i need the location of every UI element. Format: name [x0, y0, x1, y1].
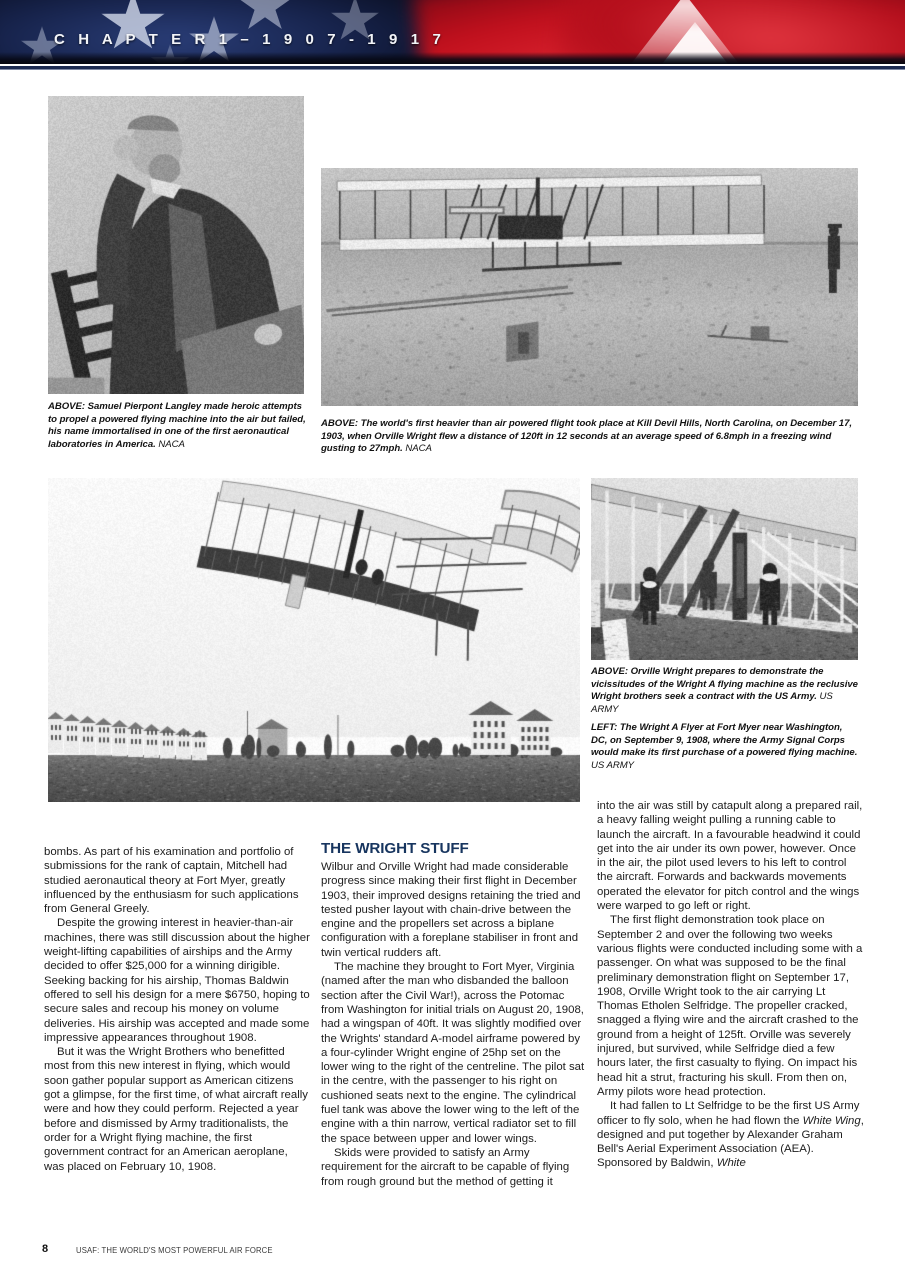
- caption-text: The Wright A Flyer at Fort Myer near Washington, DC, on September 9, 1908, where the Army Signal Corps would make its first purchase of a powered flying machine.: [591, 722, 858, 759]
- caption-langley: [48, 401, 310, 451]
- caption-text: Orville Wright prepares to demonstrate the vicissitudes of the Wright A flying machine as the reclusive Wright brothers seek a contract with the US Army.: [591, 666, 858, 703]
- paragraph: bombs. As part of his examination and portfolio of submissions for the rank of captain, Mitchell had studied aeronautical theory at Fort Myer, greatly influenced by the enthusiasm for such applications from General Greely.: [44, 846, 299, 916]
- caption-orville: [591, 666, 861, 716]
- chapter-header-band: [0, 0, 905, 64]
- paragraph: Despite the growing interest in heavier-than-air machines, there was still discussion about the higher weight-lifting capabilities of airships and the Army decided to offer $25,000 for a winning dirigible. Seeking backing for his airship, Thomas Baldwin offered to sell his design for a mere $6750, hoping to secure sales and recoup his money on volume deliveries. His airship was accepted and made some impressive appearances throughout 1908.: [44, 917, 310, 1044]
- italic-title: White Wing: [802, 1114, 861, 1127]
- section-heading: THE WRIGHT STUFF: [321, 840, 469, 857]
- photo-orville-demonstration: [591, 478, 858, 660]
- band-shadow: [0, 52, 905, 64]
- caption-lead: ABOVE:: [591, 666, 629, 677]
- caption-source: NACA: [405, 443, 432, 455]
- text-run: It had fallen to Lt Selfridge to be the first US Army officer to fly solo, when he had flown the: [597, 1100, 860, 1127]
- paragraph-final: [597, 1099, 864, 1170]
- photo-first-powered-flight: [321, 168, 858, 406]
- caption-lead: ABOVE:: [321, 418, 359, 429]
- body-column-2: [321, 840, 588, 1189]
- photo-langley-portrait: [48, 96, 304, 394]
- footer-book-title: USAF: THE WORLD'S MOST POWERFUL AIR FORCE: [76, 1245, 273, 1255]
- caption-source: US ARMY: [591, 759, 635, 771]
- paragraph: into the air was still by catapult along a prepared rail, a heavy falling weight pulling a running cable to launch the aircraft. In a favourable headwind it could get into the air under its own power, however. Once in the air, the pilot used levers to his left to control the aircraft. Forwards and backwards movements operated the elevator for pitch control and the wings were warped to go left or right.: [597, 800, 863, 913]
- caption-text: Samuel Pierpont Langley made heroic attempts to propel a powered flying machine into the air but failed, his name immortalised in one of the first aeronautical laboratories in America.: [48, 401, 306, 450]
- text-run: , designed and put together by Alexander Graham Bell's Aerial Experiment Association (AEA). Sponsored by Baldwin,: [597, 1114, 864, 1170]
- page-number: 8: [42, 1243, 49, 1255]
- caption-source: US ARMY: [591, 691, 833, 715]
- caption-text: The world's first heavier than air powered flight took place at Kill Devil Hills, North Carolina, on December 17, 1903, when Orville Wright flew a distance of 120ft in 12 seconds at an average speed of 6.8mph in a freezing wind gusting to 27mph.: [321, 418, 852, 455]
- paragraph: The machine they brought to Fort Myer, Virginia (named after the man who disbanded the balloon section after the Civil War!), across the Potomac from Washington for initial trials on August 20, 1908, had a wingspan of 40ft. It was slightly modified over the Wrights' standard A-model airframe powered by a four-cylinder Wright engine of 25hp set on the lower wing to the right of the centreline. The pilot sat in the centre, with the passenger to his right on cushioned seats next to the engine. The cylindrical fuel tank was above the lower wing to the left of the engine with a thin narrow, vertical radiator set to fill the space between upper and lower wings.: [321, 961, 585, 1145]
- caption-first-flight: [321, 418, 860, 456]
- paragraph: The first flight demonstration took place on September 2 and over the following two weeks various flights were conducted including some with a passenger. On what was supposed to be the final preliminary demonstration flight on September 17, 1908, Orville Wright took to the air carrying Lt Thomas Etholen Selfridge. The propeller cracked, snagged a flying wire and the aircraft crashed to the ground from a height of 125ft. Orville was severely injured, but survived, while Selfridge died a few hours later, the first casualty to flying. On impact his head hit a strut, fracturing his skull. From then on, Army pilots wore head protection.: [597, 914, 863, 1098]
- header-rule-hairline: [0, 69, 905, 70]
- paragraph: Skids were provided to satisfy an Army requirement for the aircraft to be capable of flying from rough ground but the method of getting it: [321, 1146, 570, 1188]
- caption-source: NACA: [158, 438, 185, 450]
- page-footer: [0, 1236, 905, 1280]
- caption-lead: LEFT:: [591, 722, 618, 733]
- body-column-3: [597, 799, 864, 1171]
- caption-flyer-left: [591, 722, 861, 772]
- body-column-1: [44, 845, 311, 1174]
- photo-wright-a-flyer-airborne: [48, 478, 580, 802]
- chapter-title: C H A P T E R 1 – 1 9 0 7 - 1 9 1 7: [54, 31, 446, 48]
- paragraph: Wilbur and Orville Wright had made considerable progress since making their first flight in December 1903, their improved designs retaining the tried and tested pusher layout with chain-drive between the engine and the propellers set across a biplane configuration with a foreplane stabiliser in front and twin vertical rudders aft.: [321, 861, 581, 959]
- paragraph: But it was the Wright Brothers who benefitted most from this new interest in flying, which would soon gather popular support as American citizens got a glimpse, for the first time, of what aircraft really were and how they could perform. Rejected a year before and dismissed by Army traditionalists, the order for a Wright flying machine, the first government contract for an American aeroplane, was placed on February 10, 1908.: [44, 1046, 308, 1173]
- caption-lead: ABOVE:: [48, 401, 86, 412]
- italic-title: White: [716, 1157, 746, 1170]
